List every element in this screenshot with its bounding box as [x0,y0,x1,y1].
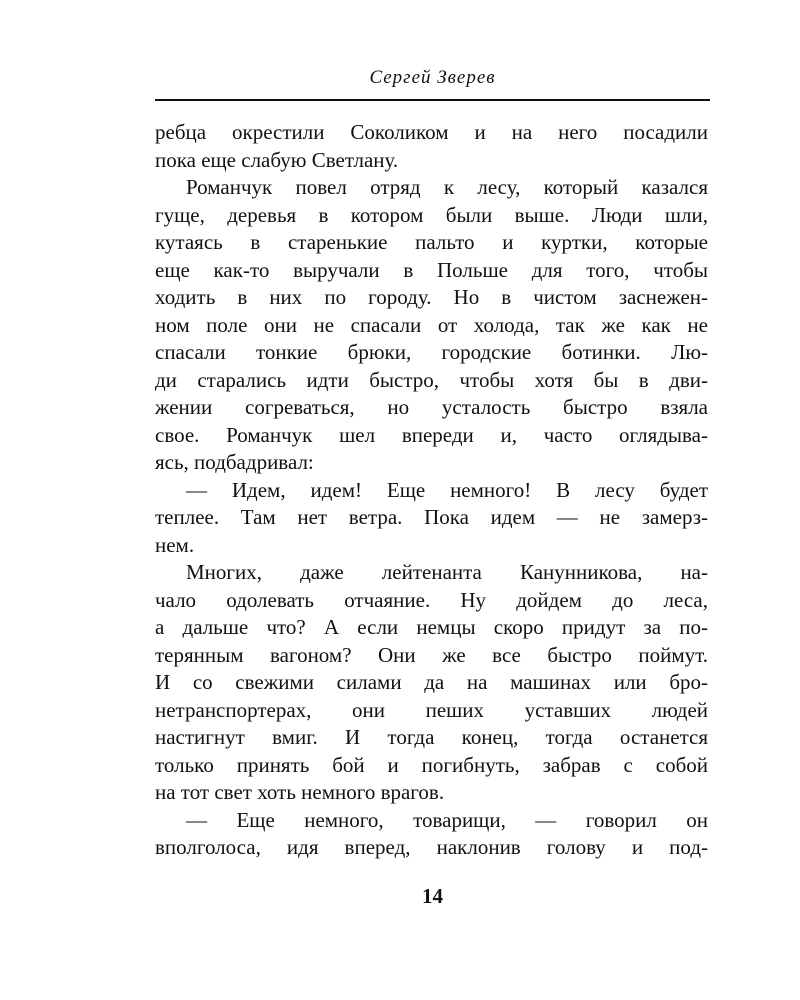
text-line: ном поле они не спасали от холода, так же как не [155,312,708,337]
text-line: Многих, даже лейтенанта Канунникова, на- [186,560,708,584]
text-line: только принять бой и погибнуть, забрав с собой [155,752,708,777]
text-line: спасали тонкие брюки, городские ботинки. Лю- [155,340,708,364]
text-line: ясь, подбадривал: [155,450,314,474]
text-line: нем. [155,532,195,557]
page-text [155,119,708,862]
text-line: ходить в них по городу. Но в чистом заснежен- [155,285,708,309]
page-number: 14 [422,884,443,908]
header-rule [155,99,710,101]
text-line: — Идем, идем! Еще немного! В лесу будет [186,477,708,502]
text-line: на тот свет хоть немного врагов. [155,780,445,804]
text-line: вполголоса, идя вперед, наклонив голову и под- [155,835,708,859]
text-line: ребца окрестили Соколиком и на него посадили [155,120,708,144]
text-line: свое. Романчук шел впереди и, часто оглядыва- [155,422,708,447]
text-line: ди старались идти быстро, чтобы хотя бы в дви- [155,367,708,392]
text-line: жении согреваться, но усталость быстро взяла [155,395,708,419]
text-line: Романчук повел отряд к лесу, который казался [186,175,708,199]
text-line: а дальше что? А если немцы скоро придут за по- [155,615,708,639]
running-head-author: Сергей Зверев [369,67,496,88]
text-line: еще как-то выручали в Польше для того, чтобы [155,257,708,282]
text-line: гуще, деревья в котором были выше. Люди шли, [155,202,708,227]
text-line: пока еще слабую Светлану. [155,147,399,172]
text-line: И со свежими силами да на машинах или бро- [155,670,708,694]
text-line: теплее. Там нет ветра. Пока идем — не замерз- [155,505,708,529]
text-line: — Еще немного, товарищи, — говорил он [186,807,708,832]
text-line: чало одолевать отчаяние. Ну дойдем до леса, [155,587,708,612]
text-line: кутаясь в старенькие пальто и куртки, которые [155,230,708,254]
text-line: нетранспортерах, они пеших уставших людей [155,697,708,722]
text-line: настигнут вмиг. И тогда конец, тогда останется [155,725,708,749]
text-line: терянным вагоном? Они же все быстро поймут. [155,642,708,667]
